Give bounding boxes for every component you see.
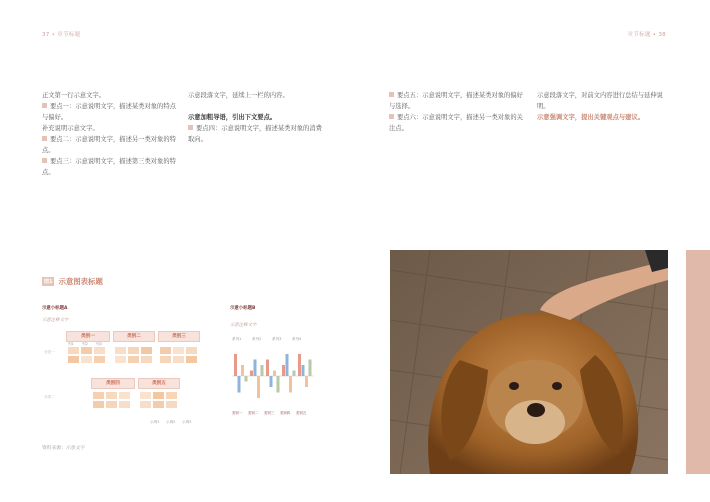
group-tag: 类别五 [138, 378, 180, 389]
right-column-1 [389, 90, 526, 134]
bar [282, 365, 285, 376]
paragraph: 要点四：示意说明文字，描述某类对象的消费取向。 [188, 125, 322, 143]
bar-category-label: 类别五 [296, 411, 307, 415]
row-label: 分类一 [44, 350, 55, 354]
paragraph-bold: 示意加粗导语，引出下文要点。 [188, 114, 277, 121]
group-tag: 类别二 [113, 331, 155, 342]
bar [234, 354, 237, 376]
figure-title: 图1 示意图表标题 [44, 277, 103, 286]
running-head-left: 37 • 章节标题 [42, 32, 81, 38]
bar [270, 376, 273, 387]
figure-number: 图1 [44, 279, 53, 285]
paragraph: 要点六：示意说明文字，描述另一类对象的关注点。 [389, 114, 523, 132]
column-header: 列3 [96, 342, 102, 346]
running-head-right: 章节标题 • 38 [627, 32, 666, 38]
bar [286, 354, 289, 376]
legend-item: 示例3 [182, 420, 192, 424]
legend-item: 系列3 [272, 337, 282, 341]
column-header: 列1 [68, 342, 74, 346]
right-column-2 [537, 90, 672, 123]
source-note: 资料来源：示意文字 [42, 446, 86, 451]
paragraph-highlight: 示意强调文字，提出关键观点与建议。 [537, 114, 645, 121]
bar [277, 376, 280, 393]
bar-category-label: 类别三 [264, 411, 275, 415]
bar [245, 376, 248, 382]
paragraph: 示意段落文字，延续上一栏的内容。 [188, 92, 289, 99]
paragraph: 正文第一行示意文字。 [42, 92, 105, 99]
column-header: 列2 [82, 342, 88, 346]
bullet-square-icon [389, 92, 394, 97]
paragraph: 示意段落文字，对前文内容进行总结与延伸说明。 [537, 92, 663, 110]
paragraph: 要点二：示意说明文字，描述另一类对象的特点。 [42, 136, 176, 154]
group-tag: 类别一 [66, 331, 110, 342]
legend-item: 系列2 [252, 337, 262, 341]
bullet-square-icon [389, 114, 394, 119]
legend-item: 示例1 [150, 420, 160, 424]
left-panel-note: 示意注释文字 [42, 318, 69, 323]
paragraph: 补充说明示意文字。 [42, 125, 99, 132]
decorative-side-bar [686, 250, 710, 474]
dog-illustration [390, 250, 668, 474]
bar-category-label: 类别二 [248, 411, 259, 415]
dog-photo [390, 250, 668, 474]
paragraph: 要点五：示意说明文字，描述某类对象的偏好与选择。 [389, 92, 523, 110]
group-tag: 类别四 [91, 378, 135, 389]
bar [238, 376, 241, 393]
bar [273, 371, 276, 377]
right-panel-note: 示意注释文字 [230, 323, 257, 328]
left-panel-heading: 示意小标题A [42, 306, 68, 311]
bar [298, 354, 301, 376]
bar [305, 376, 308, 387]
paragraph: 要点三：示意说明文字，描述第三类对象的特点。 [42, 158, 176, 176]
bar [302, 365, 305, 376]
paragraph: 要点一：示意说明文字，描述某类对象的特点与偏好。 [42, 103, 176, 121]
bar [309, 360, 312, 377]
bar [261, 365, 264, 376]
bar [266, 360, 269, 377]
bar [293, 371, 296, 377]
legend-item: 示例2 [166, 420, 176, 424]
bar [241, 365, 244, 376]
legend-item: 系列4 [292, 337, 302, 341]
bar-category-label: 类别四 [280, 411, 291, 415]
group-tag: 类别三 [158, 331, 200, 342]
legend-item: 系列1 [232, 337, 242, 341]
bar [257, 376, 260, 398]
right-panel-heading: 示意小标题B [230, 306, 256, 311]
row-label: 分类二 [44, 395, 55, 399]
bar [254, 360, 257, 377]
bar [289, 376, 292, 393]
bar-category-label: 类别一 [232, 411, 243, 415]
bar [250, 371, 253, 377]
